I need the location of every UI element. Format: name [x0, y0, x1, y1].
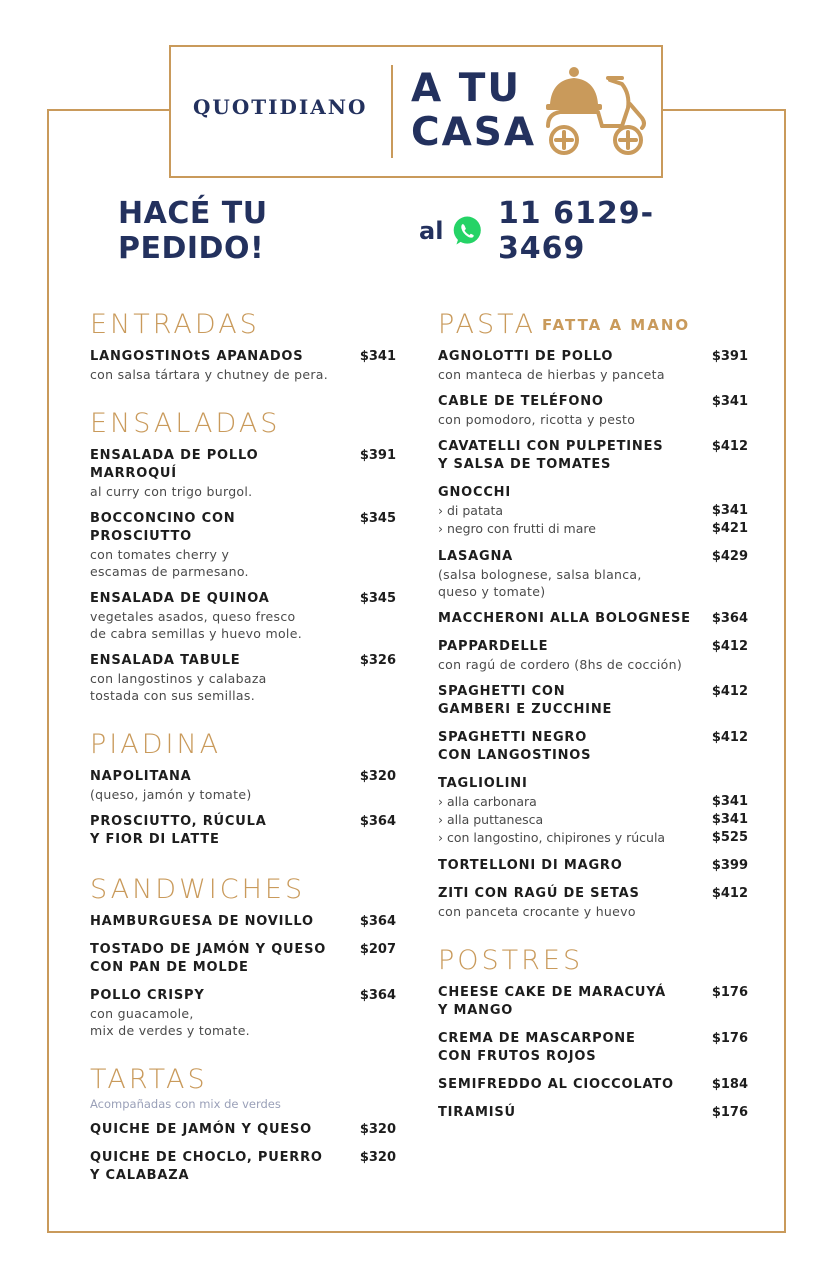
item-variant-price: $341: [711, 794, 748, 809]
item-price: $364: [359, 814, 396, 829]
item-name: LANGOSTINOtS APANADOS: [90, 349, 304, 364]
item-name: PAPPARDELLE: [438, 639, 549, 654]
item-name: ENSALADA TABULE: [90, 653, 241, 668]
item-name: ZITI CON RAGÚ DE SETAS: [438, 886, 640, 901]
section-title: [90, 407, 396, 441]
menu-item: [90, 941, 396, 977]
menu-item: [438, 857, 748, 875]
item-name: SEMIFREDDO AL CIOCCOLATO: [438, 1077, 674, 1092]
item-variant-price: $525: [711, 830, 748, 845]
item-price: $176: [711, 985, 748, 1000]
item-variant-label: › alla carbonara: [438, 794, 537, 809]
menu-item: [90, 510, 396, 580]
logo-title-line1: A TU: [411, 66, 522, 111]
item-name: TIRAMISÚ: [438, 1105, 516, 1120]
section-title: [438, 308, 748, 342]
item-variant: [438, 520, 748, 538]
item-name: AGNOLOTTI DE POLLO: [438, 349, 614, 364]
item-description: (salsa bolognese, salsa blanca, queso y tomate): [438, 567, 642, 599]
item-name: SPAGHETTI NEGRO CON LANGOSTINOS: [438, 730, 592, 763]
item-description: al curry con trigo burgol.: [90, 484, 253, 499]
order-al: al: [419, 217, 444, 245]
menu-item: [438, 348, 748, 383]
section-note: Acompañadas con mix de verdes: [90, 1097, 281, 1111]
brand-name: QUOTIDIANO: [193, 95, 368, 119]
item-price: $320: [359, 1122, 396, 1137]
item-description: (queso, jamón y tomate): [90, 787, 252, 802]
item-variant-label: › di patata: [438, 503, 504, 518]
item-name: CREMA DE MASCARPONE CON FRUTOS ROJOS: [438, 1031, 636, 1064]
item-variant: [438, 811, 748, 829]
logo-title-line2: CASA: [411, 110, 537, 155]
item-price: $391: [711, 349, 748, 364]
item-price: $326: [359, 653, 396, 668]
section-gap: [90, 859, 396, 873]
menu-item: [438, 729, 748, 765]
section-title-text: PASTA: [438, 309, 537, 340]
whatsapp-icon[interactable]: [451, 213, 484, 249]
item-price: $364: [359, 914, 396, 929]
item-name: POLLO CRISPY: [90, 988, 205, 1003]
menu-item: [90, 652, 396, 704]
menu-item: [90, 913, 396, 931]
item-name: TORTELLONI DI MAGRO: [438, 858, 623, 873]
item-description: con pomodoro, ricotta y pesto: [438, 412, 636, 427]
item-description: con salsa tártara y chutney de pera.: [90, 367, 329, 382]
item-variant: [438, 793, 748, 811]
item-price: $184: [711, 1077, 748, 1092]
item-price: $412: [711, 639, 748, 654]
item-price: $429: [711, 549, 748, 564]
menu-item: [438, 1104, 748, 1122]
item-name: CHEESE CAKE DE MARACUYÁ Y MANGO: [438, 985, 667, 1018]
item-price: $412: [711, 684, 748, 699]
item-name: QUICHE DE JAMÓN Y QUESO: [90, 1122, 313, 1137]
section-title: [90, 1063, 396, 1097]
order-text: HACÉ TU PEDIDO!: [118, 196, 268, 266]
item-name: NAPOLITANA: [90, 769, 192, 784]
section-subtitle: FATTA A MANO: [542, 316, 691, 334]
item-name: MACCHERONI ALLA BOLOGNESE: [438, 611, 691, 626]
phone-number[interactable]: 11 6129-3469: [497, 196, 655, 266]
item-price: $399: [711, 858, 748, 873]
item-name: ENSALADA DE QUINOA: [90, 591, 270, 606]
item-description: con guacamole, mix de verdes y tomate.: [90, 1006, 250, 1038]
section-title: [90, 873, 396, 907]
item-name: CAVATELLI CON PULPETINES Y SALSA DE TOMATES: [438, 439, 664, 472]
logo-divider: [391, 65, 393, 158]
section-title: [438, 944, 748, 978]
item-price: $412: [711, 439, 748, 454]
item-price: $345: [359, 511, 396, 526]
item-name: ENSALADA DE POLLO MARROQUÍ: [90, 448, 259, 481]
logo-title: [411, 67, 536, 155]
item-price: $412: [711, 730, 748, 745]
item-variant-label: › alla puttanesca: [438, 812, 544, 827]
item-description: con tomates cherry y escamas de parmesano.: [90, 547, 249, 579]
logo-box: [169, 45, 663, 178]
item-variant: [438, 502, 748, 520]
section-title: [90, 308, 396, 342]
section-gap: [90, 393, 396, 407]
order-banner: [118, 196, 718, 266]
menu-item: [438, 484, 748, 538]
menu-item: [90, 447, 396, 500]
item-name: HAMBURGUESA DE NOVILLO: [90, 914, 314, 929]
item-description: con panceta crocante y huevo: [438, 904, 636, 919]
menu-item: [438, 775, 748, 847]
menu-item: [438, 683, 748, 719]
item-price: $341: [359, 349, 396, 364]
item-price: $364: [359, 988, 396, 1003]
menu-item: [90, 813, 396, 849]
item-name: TAGLIOLINI: [438, 776, 528, 791]
menu-item: [438, 438, 748, 474]
section-gap: [438, 930, 748, 944]
item-variant-label: › negro con frutti di mare: [438, 521, 596, 536]
item-description: con ragú de cordero (8hs de cocción): [438, 657, 683, 672]
section-title-text: POSTRES: [438, 945, 584, 976]
item-price: $176: [711, 1031, 748, 1046]
menu-item: [90, 348, 396, 383]
menu-item: [438, 885, 748, 920]
section-title-text: ENSALADAS: [90, 408, 281, 439]
item-variant-label: › con langostino, chipirones y rúcula: [438, 830, 666, 845]
item-variant-price: $341: [711, 503, 748, 518]
menu-item: [90, 987, 396, 1039]
item-price: $364: [711, 611, 748, 626]
item-variant-price: $421: [711, 521, 748, 536]
item-price: $320: [359, 1150, 396, 1165]
section-title-text: PIADINA: [90, 729, 222, 760]
item-price: $412: [711, 886, 748, 901]
item-variant: [438, 829, 748, 847]
menu-item: [438, 638, 748, 673]
menu-item: [90, 768, 396, 803]
right-column: [438, 308, 748, 1132]
section-title-text: ENTRADAS: [90, 309, 260, 340]
menu-item: [90, 590, 396, 642]
item-name: LASAGNA: [438, 549, 513, 564]
left-column: [90, 308, 396, 1195]
item-price: $207: [359, 942, 396, 957]
item-price: $320: [359, 769, 396, 784]
item-price: $345: [359, 591, 396, 606]
section-title-text: SANDWICHES: [90, 874, 306, 905]
menu-item: [438, 1030, 748, 1066]
item-variant-price: $341: [711, 812, 748, 827]
menu-item: [90, 1121, 396, 1139]
section-gap: [90, 714, 396, 728]
menu-item: [438, 393, 748, 428]
item-price: $176: [711, 1105, 748, 1120]
item-name: CABLE DE TELÉFONO: [438, 394, 604, 409]
menu-item: [90, 1149, 396, 1185]
section-gap: [90, 1049, 396, 1063]
item-name: TOSTADO DE JAMÓN Y QUESO CON PAN DE MOLDE: [90, 942, 327, 975]
scooter-delivery-icon: [544, 64, 651, 158]
item-description: con manteca de hierbas y panceta: [438, 367, 665, 382]
menu-item: [438, 984, 748, 1020]
item-price: $391: [359, 448, 396, 463]
item-price: $341: [711, 394, 748, 409]
item-name: SPAGHETTI CON GAMBERI E ZUCCHINE: [438, 684, 613, 717]
item-name: BOCCONCINO CON PROSCIUTTO: [90, 511, 236, 544]
item-description: con langostinos y calabaza tostada con sus semillas.: [90, 671, 267, 703]
section-title: [90, 728, 396, 762]
item-description: vegetales asados, queso fresco de cabra semillas y huevo mole.: [90, 609, 302, 641]
item-name: PROSCIUTTO, RÚCULA Y FIOR DI LATTE: [90, 814, 267, 847]
section-title-text: TARTAS: [90, 1064, 208, 1095]
menu-item: [438, 610, 748, 628]
item-name: QUICHE DE CHOCLO, PUERRO Y CALABAZA: [90, 1150, 323, 1183]
menu-item: [438, 548, 748, 600]
menu-item: [438, 1076, 748, 1094]
item-name: GNOCCHI: [438, 485, 511, 500]
